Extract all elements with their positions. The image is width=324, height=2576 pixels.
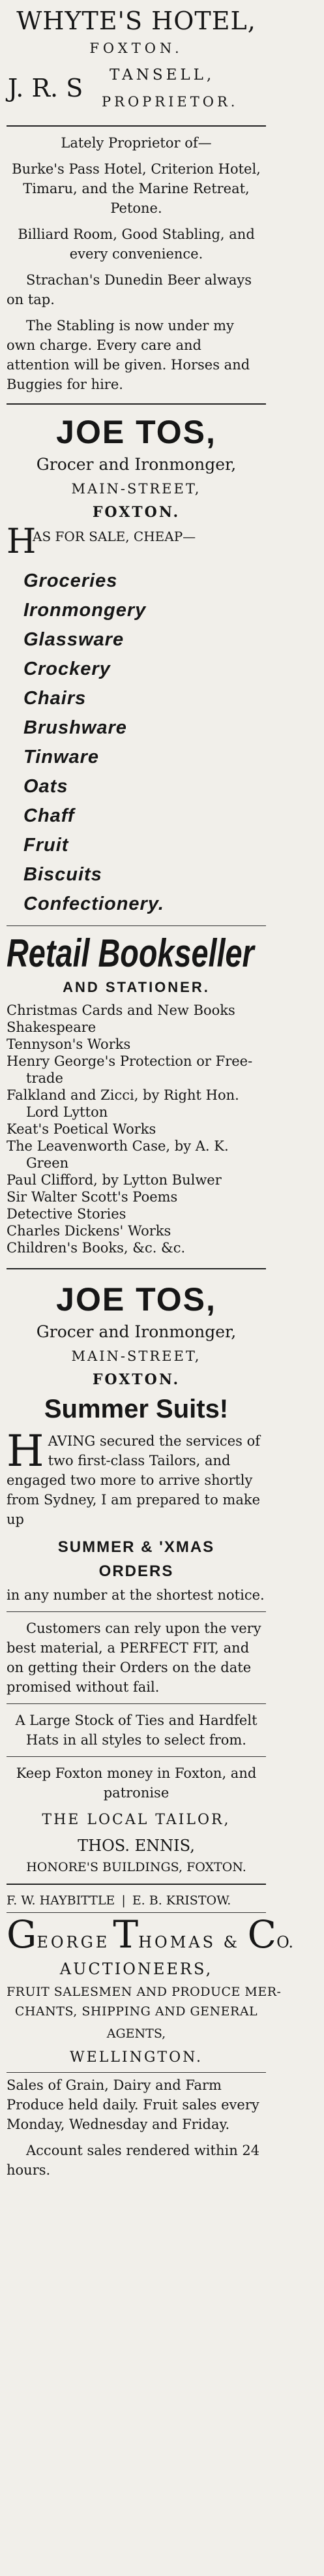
goods-item: Confectionery. <box>23 893 164 914</box>
agents: AGENTS, <box>106 2026 166 2041</box>
divider <box>7 2072 266 2073</box>
divider <box>7 125 266 127</box>
merchants-line-1: FRUIT SALESMEN AND PRODUCE MER- <box>7 1985 282 1999</box>
firm-initial-g: G <box>7 1912 37 1957</box>
hotel-ad <box>7 0 266 394</box>
joe-tos-town: FOXTON. <box>92 1371 181 1388</box>
firm-initial-t: T <box>113 1912 139 1957</box>
goods-item: Chairs <box>23 688 87 709</box>
joe-tos-ad <box>7 411 266 1256</box>
proprietor-initials: J. R. S <box>8 74 83 102</box>
goods-item: Brushware <box>23 717 127 738</box>
hotel-proprietor <box>7 68 266 119</box>
divider <box>7 1703 266 1704</box>
hotel-name: WHYTE'S HOTEL, <box>16 7 256 35</box>
book-item: Shakespeare <box>7 1019 96 1035</box>
has-for-sale <box>7 522 266 561</box>
partner-2: E. B. KRISTOW. <box>132 1893 231 1908</box>
firm-homas: HOMAS & <box>138 1933 248 1951</box>
books-list <box>7 1002 266 1256</box>
joe-tos-street: MAIN-STREET, <box>71 481 201 497</box>
book-item: Christmas Cards and New Books <box>7 1002 235 1018</box>
goods-item: Ironmongery <box>23 600 147 621</box>
divider <box>7 1756 266 1757</box>
goods-list <box>23 566 266 919</box>
sales-text: Sales of Grain, Dairy and Farm Produce held daily. Fruit sales every Monday, Wednesday and Friday. <box>7 2077 259 2132</box>
tailor-intro <box>7 1426 266 1529</box>
goods-item: Biscuits <box>23 864 102 885</box>
account-text: Account sales rendered within 24 hours. <box>7 2143 260 2178</box>
partner-separator: | <box>121 1893 126 1908</box>
hotel-amenities: Billiard Room, Good Stabling, and every convenience. <box>18 226 255 262</box>
merchants-line-2: CHANTS, SHIPPING AND GENERAL <box>14 2004 258 2019</box>
joe-tos-street: MAIN-STREET, <box>71 1348 201 1364</box>
book-item: Children's Books, &c. &c. <box>7 1240 186 1256</box>
tailor-notice: in any number at the shortest notice. <box>7 1587 265 1603</box>
book-item: Detective Stories <box>7 1206 126 1222</box>
firm-name <box>7 1912 293 1957</box>
proprietor-title: PROPRIETOR. <box>102 94 239 110</box>
joe-tos-trade: Grocer and Ironmonger, <box>36 455 237 474</box>
divider <box>7 1268 266 1269</box>
joe-tos-ad-2 <box>7 1279 266 1391</box>
book-item: Henry George's Protection or Free-trade <box>7 1053 253 1086</box>
auctioneers-role: AUCTIONEERS, <box>59 1960 213 1978</box>
hotel-stabling: The Stabling is now under my own charge. Every care and attention will be given. Horses and Buggies for hire. <box>7 318 250 392</box>
bookseller-heading <box>7 933 266 973</box>
orders-line-2: ORDERS <box>98 1562 174 1580</box>
goods-item: Tinware <box>23 747 100 768</box>
proprietor-surname: TANSELL, <box>110 67 215 84</box>
goods-item: Chaff <box>23 805 75 826</box>
auctioneers-ad <box>7 1891 293 2180</box>
book-item: The Leavenworth Case, by A. K. Green <box>7 1138 229 1171</box>
firm-eorge: EORGE <box>37 1933 110 1951</box>
summer-suits-headline: Summer Suits! <box>44 1395 229 1423</box>
joe-tos-town: FOXTON. <box>92 504 181 521</box>
partner-1: F. W. HAYBITTLE <box>7 1893 115 1908</box>
goods-item: Crockery <box>23 659 111 679</box>
tailor-intro-initial: H <box>7 1426 44 1476</box>
goods-item: Glassware <box>23 629 125 650</box>
firm-o: O. <box>276 1933 293 1951</box>
bookseller-title: Retail Bookseller <box>7 931 254 975</box>
hotel-beer: Strachan's Dunedin Beer always on tap. <box>7 272 252 307</box>
book-item: Charles Dickens' Works <box>7 1223 171 1239</box>
goods-item: Oats <box>23 776 68 797</box>
book-item: Sir Walter Scott's Poems <box>7 1189 178 1205</box>
joe-tos-name: JOE TOS, <box>56 414 216 450</box>
tailor-intro-text: AVING secured the services of two first-class Tailors, and engaged two more to arrive shortly from Sydney, I am prepared to make up <box>7 1433 260 1527</box>
firm-initial-c: C <box>247 1912 277 1957</box>
divider <box>7 1884 266 1885</box>
book-item: Keat's Poetical Works <box>7 1121 156 1137</box>
divider <box>7 403 266 405</box>
has-for-sale-text: AS FOR SALE, CHEAP— <box>33 529 196 544</box>
book-item: Tennyson's Works <box>7 1036 131 1052</box>
joe-tos-name: JOE TOS, <box>56 1281 216 1318</box>
city: WELLINGTON. <box>70 2049 203 2066</box>
tailor-local: THE LOCAL TAILOR, <box>42 1812 231 1828</box>
tailor-address: HONORE'S BUILDINGS, FOXTON. <box>26 1860 246 1874</box>
book-item: Falkland and Zicci, by Right Hon. Lord Lytton <box>7 1087 239 1120</box>
hotel-lately: Lately Proprietor of— <box>61 135 212 151</box>
hotel-town: FOXTON. <box>89 40 183 56</box>
tailor-stock: A Large Stock of Ties and Hardfelt Hats in all styles to select from. <box>15 1713 258 1748</box>
tailor-name: THOS. ENNIS, <box>78 1837 195 1855</box>
tailor-rely: Customers can rely upon the very best material, a PERFECT FIT, and on getting their Orders on the date promised without fail. <box>7 1621 261 1695</box>
goods-item: Groceries <box>23 570 118 591</box>
orders-line-1: SUMMER & 'XMAS <box>57 1538 215 1556</box>
goods-item: Fruit <box>23 835 69 856</box>
tailor-ad <box>7 1391 266 1877</box>
has-for-sale-initial: H <box>7 522 37 561</box>
stationer-subtitle: AND STATIONER. <box>63 979 210 995</box>
book-item: Paul Clifford, by Lytton Bulwer <box>7 1172 222 1188</box>
divider <box>7 925 266 926</box>
joe-tos-trade: Grocer and Ironmonger, <box>36 1322 237 1341</box>
divider <box>7 1611 266 1612</box>
tailor-money: Keep Foxton money in Foxton, and patronise <box>16 1765 257 1801</box>
partners-line <box>7 1891 266 1910</box>
hotel-previous: Burke's Pass Hotel, Criterion Hotel, Timaru, and the Marine Retreat, Petone. <box>12 161 261 216</box>
